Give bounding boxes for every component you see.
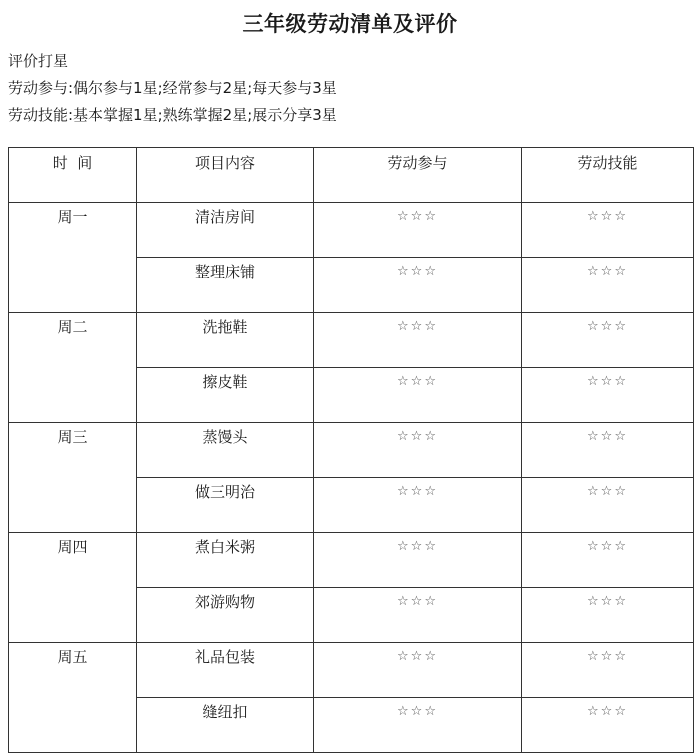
star-rating[interactable]: ☆☆☆ [397,704,438,719]
star-rating[interactable]: ☆☆☆ [587,374,628,389]
header-participation: 劳动参与 [314,148,522,203]
task-cell: 整理床铺 [137,258,314,313]
skill-stars[interactable] [522,698,694,753]
day-cell-friday: 周五 [9,643,137,753]
rating-heading: 评价打星 [8,52,69,70]
star-rating[interactable]: ☆☆☆ [587,704,628,719]
skill-stars[interactable] [522,313,694,368]
skill-criteria: 劳动技能:基本掌握1星;熟练掌握2星;展示分享3星 [8,106,337,124]
star-rating[interactable]: ☆☆☆ [587,539,628,554]
star-rating[interactable]: ☆☆☆ [397,594,438,609]
skill-stars[interactable] [522,203,694,258]
participation-stars[interactable] [314,533,522,588]
skill-stars[interactable] [522,478,694,533]
star-rating[interactable]: ☆☆☆ [587,319,628,334]
star-rating[interactable]: ☆☆☆ [587,484,628,499]
skill-stars[interactable] [522,258,694,313]
star-rating[interactable]: ☆☆☆ [587,209,628,224]
skill-stars[interactable] [522,643,694,698]
task-cell: 做三明治 [137,478,314,533]
table-row [9,313,694,368]
star-rating[interactable]: ☆☆☆ [397,374,438,389]
skill-stars[interactable] [522,588,694,643]
star-rating[interactable]: ☆☆☆ [587,594,628,609]
participation-stars[interactable] [314,588,522,643]
day-cell-thursday: 周四 [9,533,137,643]
table-row [9,533,694,588]
participation-stars[interactable] [314,698,522,753]
task-cell: 郊游购物 [137,588,314,643]
table-row [9,423,694,478]
star-rating[interactable]: ☆☆☆ [397,209,438,224]
participation-criteria: 劳动参与:偶尔参与1星;经常参与2星;每天参与3星 [8,79,337,97]
task-cell: 缝纽扣 [137,698,314,753]
task-cell: 洗拖鞋 [137,313,314,368]
star-rating[interactable]: ☆☆☆ [587,429,628,444]
task-cell: 礼品包装 [137,643,314,698]
header-time: 时 间 [9,148,137,203]
task-cell: 煮白米粥 [137,533,314,588]
labor-checklist-table [8,147,694,753]
participation-stars[interactable] [314,423,522,478]
skill-stars[interactable] [522,368,694,423]
skill-stars[interactable] [522,533,694,588]
header-skill: 劳动技能 [522,148,694,203]
skill-stars[interactable] [522,423,694,478]
participation-stars[interactable] [314,643,522,698]
table-row [9,643,694,698]
participation-stars[interactable] [314,313,522,368]
star-rating[interactable]: ☆☆☆ [587,649,628,664]
participation-stars[interactable] [314,203,522,258]
day-cell-tuesday: 周二 [9,313,137,423]
task-cell: 清洁房间 [137,203,314,258]
star-rating[interactable]: ☆☆☆ [397,429,438,444]
star-rating[interactable]: ☆☆☆ [397,539,438,554]
header-row [9,148,694,203]
task-cell: 擦皮鞋 [137,368,314,423]
star-rating[interactable]: ☆☆☆ [397,264,438,279]
header-item: 项目内容 [137,148,314,203]
participation-stars[interactable] [314,478,522,533]
table-row [9,203,694,258]
day-cell-wednesday: 周三 [9,423,137,533]
page-title: 三年级劳动清单及评价 [242,12,458,36]
day-cell-monday: 周一 [9,203,137,313]
rating-instructions [8,48,337,129]
star-rating[interactable]: ☆☆☆ [397,484,438,499]
task-cell: 蒸馒头 [137,423,314,478]
star-rating[interactable]: ☆☆☆ [587,264,628,279]
star-rating[interactable]: ☆☆☆ [397,319,438,334]
participation-stars[interactable] [314,258,522,313]
star-rating[interactable]: ☆☆☆ [397,649,438,664]
participation-stars[interactable] [314,368,522,423]
